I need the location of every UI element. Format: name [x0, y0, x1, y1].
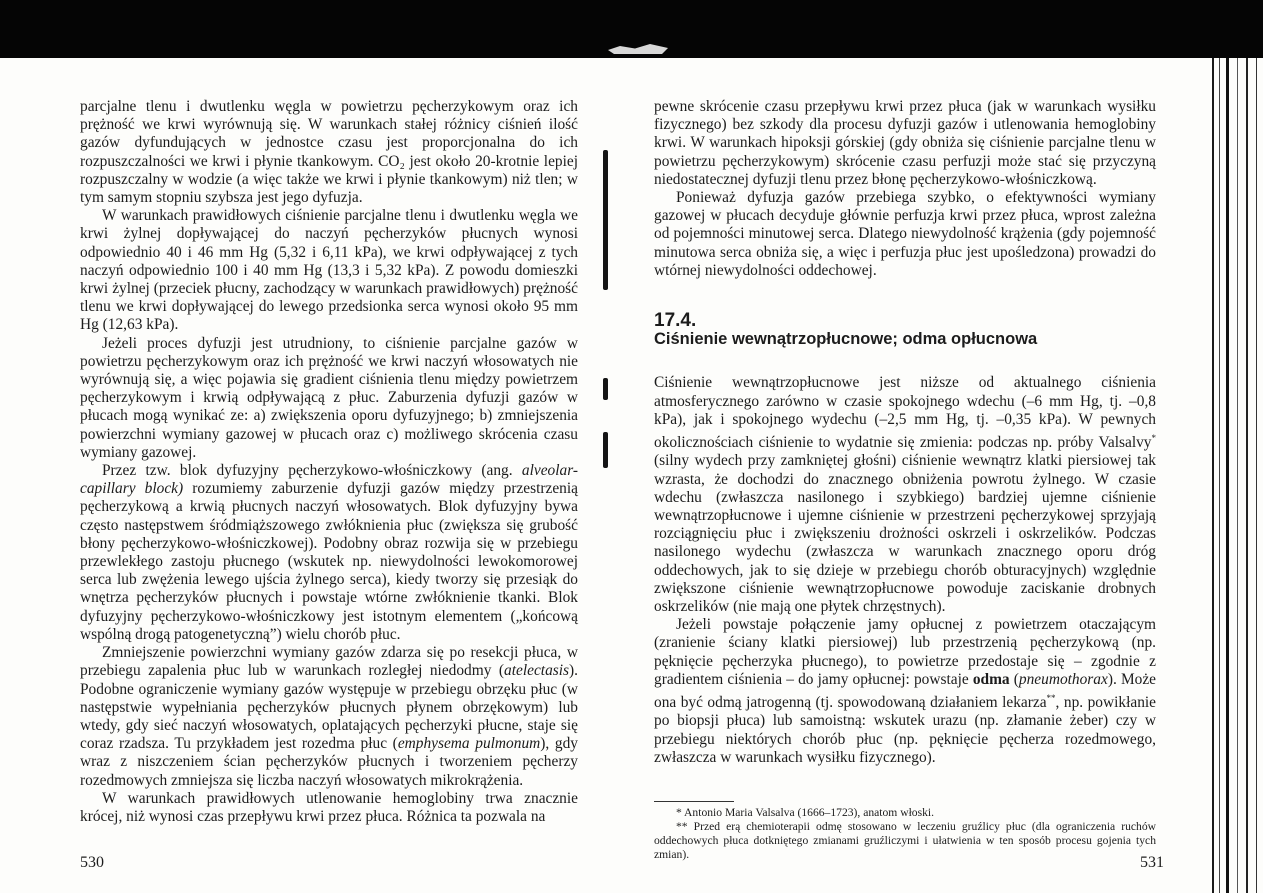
scan-gutter-shadow: [603, 150, 608, 290]
paragraph-text: Jeżeli powstaje połączenie jamy opłucnej z powietrzem otaczającym (zranienie ściany klatki piersiowej) lub przestrzenią pęcherzykową (np. pęknięcie pęcherzyka płucnego), to powietrze przedostaje się – zgodnie z gradientem ciśnienia – do jamy opłucnej: powstaje: [654, 616, 1156, 688]
footnote-marker: *: [1151, 433, 1156, 444]
right-page-column: [654, 98, 1156, 862]
latin-term: atelectasis: [504, 662, 570, 680]
paragraph: [654, 374, 1156, 616]
scan-gutter-shadow: [603, 378, 608, 400]
footnote: * Antonio Maria Valsalva (1666–1723), anatom włoski.: [676, 805, 935, 819]
paragraph-text: Przez tzw. blok dyfuzyjny pęcherzykowo-włośniczkowy (ang.: [102, 462, 522, 480]
latin-term: emphysema pulmonum: [397, 735, 541, 753]
paragraph: [80, 644, 578, 790]
latin-term: alveolar-capillary block): [80, 462, 578, 498]
bold-term: odma: [972, 670, 1010, 688]
scan-gutter-shadow: [603, 432, 608, 468]
paragraph-text: , np. powikłanie po biopsji płuca) lub samoistną: wskutek urazu (np. złamanie żeber) czy w przebiegu niektórych chorób płuc (np. pęknięcie pęcherza rozedmowego, zwłaszcza w warunkach wysiłku fizycznego).: [654, 694, 1156, 766]
section-title: Ciśnienie wewnątrzopłucnowe; odma opłucnowa: [654, 330, 1038, 349]
latin-term: pneumothorax: [1018, 670, 1108, 688]
footnote-divider: [654, 801, 734, 802]
paragraph-text: (: [1009, 670, 1019, 688]
paragraph: parcjalne tlenu i dwutlenku węgla w powietrzu pęcherzykowym oraz ich prężność we krwi wyrównują się. W warunkach stałej różnicy ciśnień ilość gazów dyfundujących w jednostce czasu jest proporcjonalna do ich rozpuszczalności we krwi i płynie tkankowym. CO₂ jest około 20-krotnie lepiej rozpuszczalny w wodzie (a więc także we krwi i płynie tkankowym) niż tlen; w tym samym stopniu szybsza jest jego dyfuzja.: [80, 98, 578, 207]
scan-page-edge: [1206, 58, 1263, 893]
paragraph-text: rozumiemy zaburzenie dyfuzji gazów między przestrzenią pęcherzykową a krwią płucnych naczyń włosowatych. Blok dyfuzyjny bywa często następstwem śródmiąższowego zwłóknienia płuc (zwiększa się grubość błony pęcherzykowo-włośniczkowej). Podobny obraz rozwija się w przebiegu przewlekłego zastoju płucnego (wskutek np. niewydolności lewokomorowej serca lub zwężenia lewego ujścia żylnego serca), kiedy tworzy się przesiąk do wnętrza pęcherzyków płucnych i powstaje wtórne zwłóknienie tkanki. Blok dyfuzyjny pęcherzykowo-włośniczkowy jest istotnym elementem („końcową wspólną drogą patogenetyczną”) wielu chorób płuc.: [80, 480, 578, 643]
paragraph: pewne skrócenie czasu przepływu krwi przez płuca (jak w warunkach wysiłku fizycznego) bez szkody dla procesu dyfuzji gazów i utlenowania hemoglobiny krwi. W warunkach hipoksji górskiej (gdy obniża się ciśnienie parcjalne tlenu w powietrzu pęcherzykowym) skrócenie czasu perfuzji może stać się przyczyną niedostatecznej dyfuzji tlenu przez błonę pęcherzykowo-włośniczkową.: [654, 98, 1156, 188]
paragraph: [654, 616, 1156, 767]
page-number: 530: [80, 854, 104, 871]
paragraph: W warunkach prawidłowych utlenowanie hemoglobiny trwa znacznie krócej, niż wynosi czas przepływu krwi przez płuca. Różnica ta pozwala na: [80, 789, 578, 825]
paragraph-text: (silny wydech przy zamkniętej głośni) ciśnienie wewnątrz klatki piersiowej tak wzrasta, że dochodzi do znacznego obniżenia powrotu żylnego. W czasie wdechu (zwłaszcza nasilonego i szybkiego) bardziej ujemne ciśnienie wewnątrzopłucnowe i ujemne ciśnienie w przestrzeni pęcherzykowej sprzyjają rozciągnięciu płuc i zwiększeniu drożności oskrzeli i oskrzelików. Podczas nasilonego wydechu (zwłaszcza w warunkach znacznego oporu dróg oddechowych, jak to się dzieje w przebiegu chorób obturacyjnych) względnie zwiększone ciśnienie wewnątrzopłucnowe powoduje zaciskanie drobnych oskrzelików (nie mają one płytek chrzęstnych).: [654, 452, 1156, 615]
paragraph-text: ), gdy wraz z niszczeniem ścian pęcherzyków płucnych i tworzeniem pęcherzy rozedmowych zmniejsza się liczba naczyń włosowatych mikrokrążenia.: [80, 735, 578, 789]
page-number: 531: [1140, 854, 1164, 871]
paragraph-text: Ciśnienie wewnątrzopłucnowe jest niższe od aktualnego ciśnienia atmosferycznego zarówno w czasie spokojnego wdechu (–6 mm Hg, tj. –0,8 kPa), jak i spokojnego wydechu (–2,5 mm Hg, tj. –0,35 kPa). W pewnych okolicznościach ciśnienie to wydatnie się zmienia: podczas np. próby Valsalvy: [654, 374, 1156, 452]
paragraph-text: ). Podobne ograniczenie wymiany gazów występuje w przebiegu obrzęku płuc (w następstwie wypełniania pęcherzyków płucnych płynem obrzękowym) lub wtedy, gdy sieć naczyń włosowatych, oplatających pęcherzyki płucne, staje się coraz rzadsza. Tu przykładem jest rozedma płuc (: [80, 662, 578, 753]
section-number: 17.4.: [654, 310, 697, 332]
left-page-column: [80, 98, 578, 826]
paragraph: Ponieważ dyfuzja gazów przebiega szybko, o efektywności wymiany gazowej w płucach decyduje głównie perfuzja krwi przez płuca, wprost zależna od pojemności minutowej serca. Dlatego niewydolność krążenia (gdy pojemność minutowa serca obniża się, a więc i perfuzja płuc jest upośledzona) prowadzi do wtórnej niewydolności oddechowej.: [654, 189, 1156, 279]
paragraph: W warunkach prawidłowych ciśnienie parcjalne tlenu i dwutlenku węgla we krwi żylnej dopływającej do naczyń pęcherzyków płucnych wynosi odpowiednio 40 i 46 mm Hg (5,32 i 6,11 kPa), we krwi odpływającej z tych naczyń odpowiednio 100 i 40 mm Hg (13,3 i 5,32 kPa). Z powodu domieszki krwi żylnej (przeciek płucny, zachodzący w warunkach prawidłowych) prężność tlenu we krwi dopływającej do lewego przedsionka serca wynosi około 95 mm Hg (12,63 kPa).: [80, 207, 578, 334]
paragraph-text: ). Może ona być odmą jatrogenną (tj. spowodowaną działaniem lekarza: [654, 670, 1156, 712]
footnote-marker: **: [1046, 693, 1056, 704]
paragraph: [80, 462, 578, 644]
paragraph-text: Zmniejszenie powierzchni wymiany gazów zdarza się po resekcji płuca, w przebiegu zapalenia płuc lub w warunkach rozległej niedodmy (: [80, 644, 578, 680]
footnote: ** Przed erą chemioterapii odmę stosowano w leczeniu gruźlicy płuc (dla ograniczenia ruchów oddechowych płuca dotkniętego zmianami gruźliczymi i ułatwienia w ten sposób procesu gojenia tych zmian).: [654, 819, 1156, 861]
paragraph: Jeżeli proces dyfuzji jest utrudniony, to ciśnienie parcjalne gazów w powietrzu pęcherzykowym oraz ich prężność we krwi naczyń włosowatych nie wyrównują się, a więc pojawia się gradient ciśnienia tlenu między powietrzem pęcherzykowym i krwią odpływającą z płuc. Zaburzenia dyfuzji gazów w płucach mogą wynikać ze: a) zwiększenia oporu dyfuzyjnego; b) zmniejszenia powierzchni wymiany gazowej w płucach oraz c) możliwego skrócenia czasu wymiany gazowej.: [80, 334, 578, 461]
